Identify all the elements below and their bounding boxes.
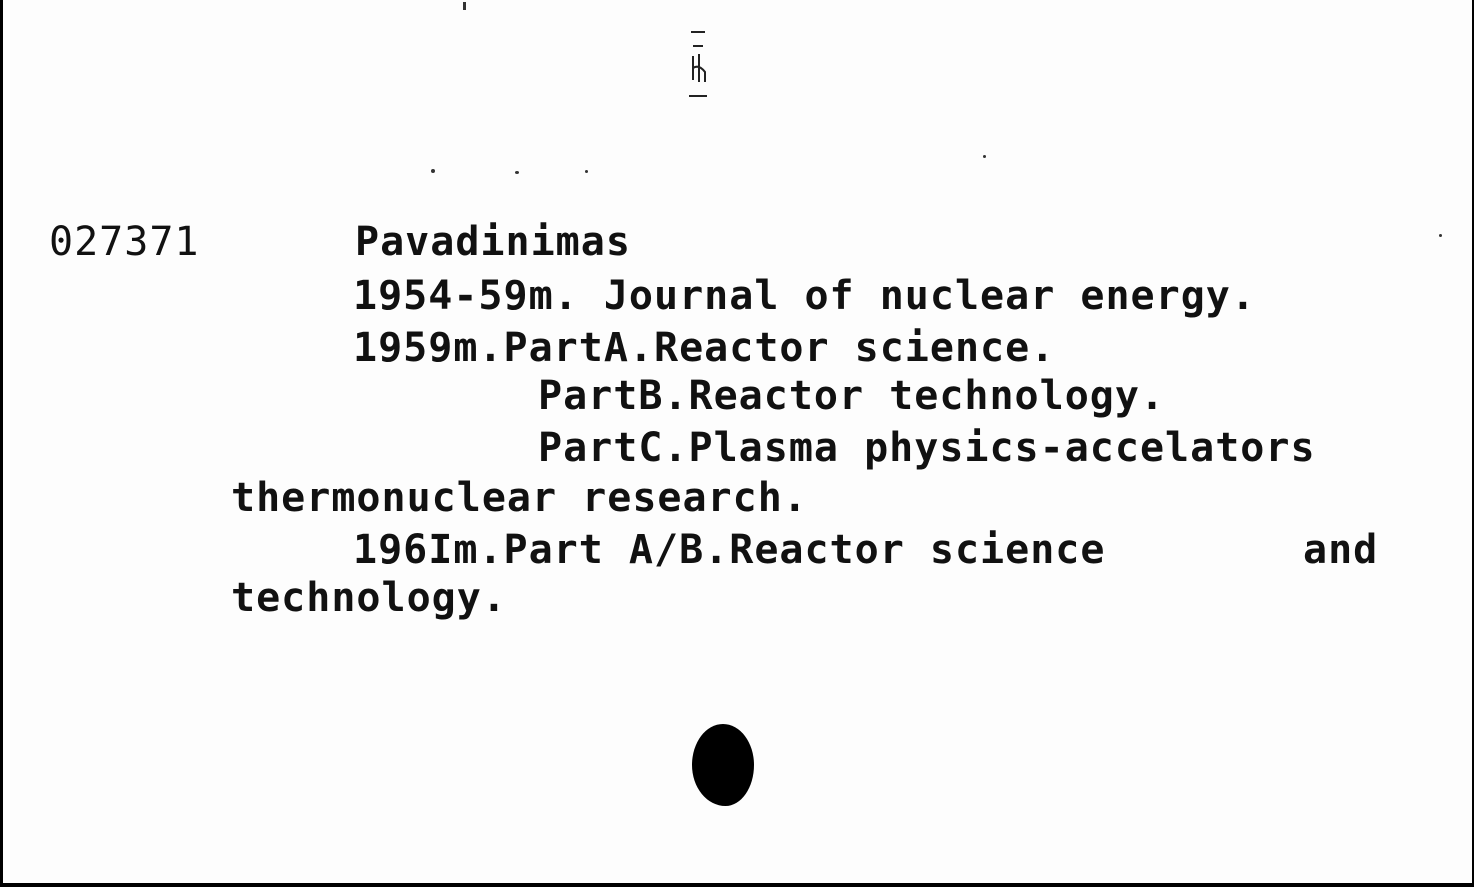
call-number: 027371 (49, 219, 200, 265)
speck (515, 171, 519, 174)
card-title: Pavadinimas (355, 219, 631, 265)
punch-hole (692, 724, 754, 806)
speck (585, 170, 588, 173)
speck (1439, 234, 1442, 237)
entry-line-4: PartC.Plasma physics-accelators (538, 425, 1316, 471)
stamp-mark (679, 24, 719, 104)
entry-line-7: technology. (231, 575, 507, 621)
entry-line-6-superscript: and (1303, 527, 1379, 573)
entry-line-2: 1959m.PartA.Reactor science. (353, 325, 1056, 371)
entry-line-6: 196Im.Part A/B.Reactor science (353, 527, 1106, 573)
speck (463, 2, 466, 10)
entry-line-5: thermonuclear research. (231, 475, 808, 521)
speck (431, 169, 435, 173)
entry-line-1: 1954-59m. Journal of nuclear energy. (353, 273, 1256, 319)
speck (983, 155, 986, 158)
entry-line-3: PartB.Reactor technology. (538, 373, 1166, 419)
